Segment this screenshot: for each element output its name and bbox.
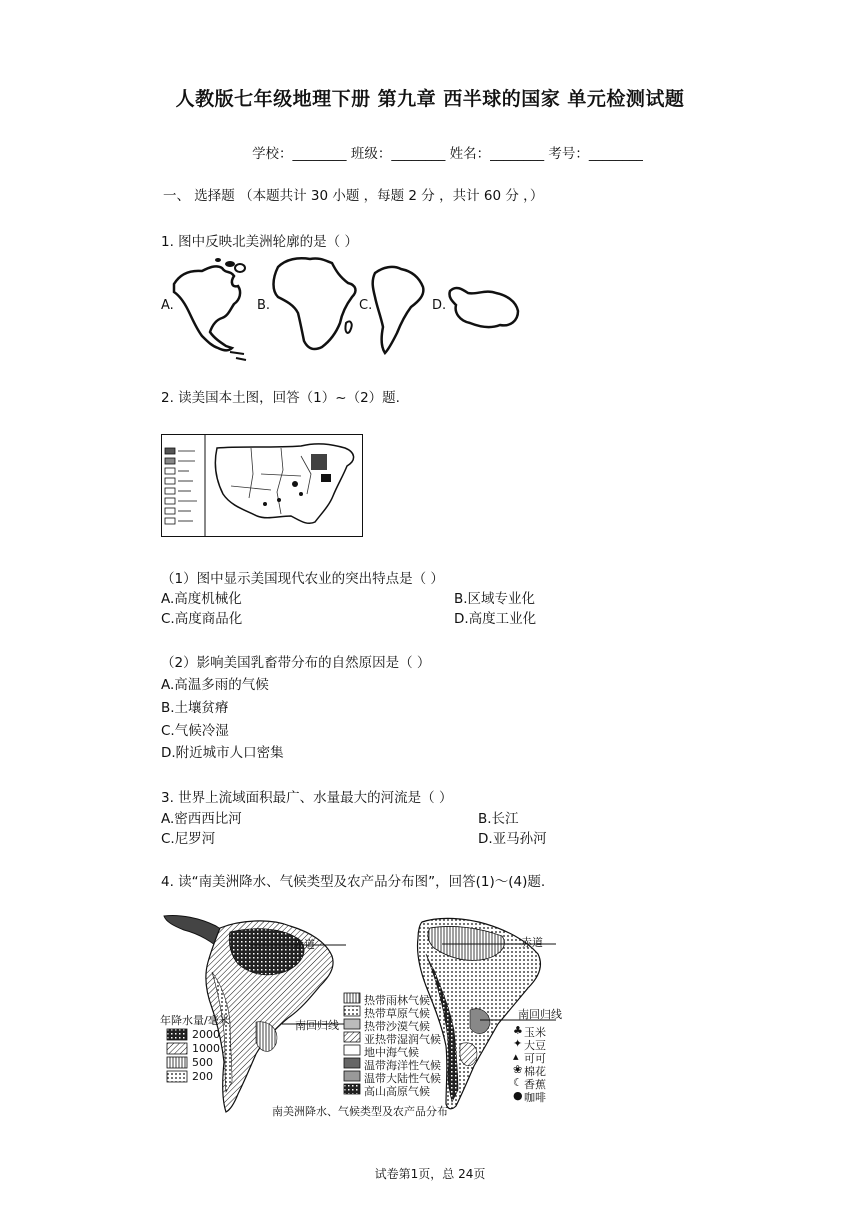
precipitation-500: 500 — [192, 1056, 213, 1069]
q3-option-d[interactable]: D.亚马孙河 — [478, 831, 547, 847]
product-banana-icon: ☾ — [513, 1076, 523, 1089]
climate-legend-swatches — [343, 992, 361, 1100]
precipitation-200: 200 — [192, 1070, 213, 1083]
climate-subtropical-humid: 亚热带湿润气候 — [364, 1033, 441, 1046]
q2-sub2-option-b[interactable]: B.土壤贫瘠 — [161, 700, 229, 716]
product-corn-icon: ♣ — [513, 1024, 523, 1037]
q3-stem: 3. 世界上流域面积最广、水量最大的河流是（ ） — [161, 790, 453, 806]
product-cotton-icon: ❀ — [513, 1063, 523, 1076]
climate-tropical-rainforest: 热带雨林气候 — [364, 994, 430, 1007]
climate-temperate-continental: 温带大陆性气候 — [364, 1072, 441, 1085]
climate-mediterranean: 地中海气候 — [364, 1046, 419, 1059]
antarctica-outline-map — [446, 283, 520, 331]
product-soybean-icon: ✦ — [513, 1037, 523, 1050]
equator-label-left: 赤道 — [293, 938, 315, 951]
q1-option-a-label: A. — [161, 298, 174, 313]
q3-option-a[interactable]: A.密西西比河 — [161, 811, 242, 827]
north-america-outline-map — [172, 256, 254, 366]
product-coffee: 咖啡 — [524, 1091, 546, 1104]
q2-sub1-option-a[interactable]: A.高度机械化 — [161, 591, 242, 607]
product-corn: 玉米 — [524, 1026, 546, 1039]
q2-sub2-stem: （2）影响美国乳畜带分布的自然原因是（ ） — [161, 655, 431, 671]
product-banana: 香蕉 — [524, 1078, 546, 1091]
tropic-label-right: 南回归线 — [518, 1008, 562, 1021]
q2-sub2-option-c[interactable]: C.气候冷湿 — [161, 723, 229, 739]
usa-agriculture-map — [161, 434, 363, 537]
q1-option-b-label: B. — [257, 298, 271, 313]
q3-option-c[interactable]: C.尼罗河 — [161, 831, 216, 847]
q3-option-b[interactable]: B.长江 — [478, 811, 519, 827]
precipitation-legend-title: 年降水量/毫米 — [160, 1014, 230, 1027]
south-america-outline-map — [371, 263, 427, 355]
africa-outline-map — [270, 253, 362, 353]
q2-sub1-stem: （1）图中显示美国现代农业的突出特点是（ ） — [161, 571, 444, 587]
q1-stem: 1. 图中反映北美洲轮廓的是（ ） — [161, 234, 358, 250]
page-footer: 试卷第1页，总 24页 — [374, 1167, 486, 1181]
q1-option-c-label: C. — [359, 298, 373, 313]
q2-sub2-option-d[interactable]: D.附近城市人口密集 — [161, 745, 284, 761]
product-cocoa: 可可 — [524, 1052, 546, 1065]
climate-highland: 高山高原气候 — [364, 1085, 430, 1098]
student-info-line: 学校：________ 班级：________ 姓名：________ 考号：________ — [252, 146, 643, 162]
product-cotton: 棉花 — [524, 1065, 546, 1078]
precipitation-1000: 1000 — [192, 1042, 220, 1055]
q2-sub1-option-d[interactable]: D.高度工业化 — [454, 611, 537, 627]
climate-tropical-savanna: 热带草原气候 — [364, 1007, 430, 1020]
equator-label-right: 赤道 — [521, 936, 543, 949]
q4-stem: 4. 读“南美洲降水、气候类型及农产品分布图”，回答(1)～(4)题. — [161, 874, 546, 890]
tropic-label-left: 南回归线 — [295, 1019, 339, 1032]
precipitation-legend-swatches — [166, 1028, 188, 1086]
precipitation-2000: 2000 — [192, 1028, 220, 1041]
product-coffee-icon: ● — [513, 1089, 523, 1102]
section-heading: 一、 选择题 （本题共计 30 小题 ，每题 2 分 ，共计 60 分 ，） — [163, 188, 544, 204]
q2-sub1-option-c[interactable]: C.高度商品化 — [161, 611, 243, 627]
page-title: 人教版七年级地理下册 第九章 西半球的国家 单元检测试题 — [175, 88, 685, 110]
climate-temperate-maritime: 温带海洋性气候 — [364, 1059, 441, 1072]
product-cocoa-icon: ▴ — [513, 1050, 519, 1063]
q2-sub2-option-a[interactable]: A.高温多雨的气候 — [161, 677, 269, 693]
climate-tropical-desert: 热带沙漠气候 — [364, 1020, 430, 1033]
map-caption: 南美洲降水、气候类型及农产品分布 — [272, 1105, 448, 1118]
product-soybean: 大豆 — [524, 1039, 546, 1052]
q2-stem: 2. 读美国本土图，回答（1）~（2）题. — [161, 390, 400, 406]
q2-sub1-option-b[interactable]: B.区域专业化 — [454, 591, 536, 607]
q1-option-d-label: D. — [432, 298, 447, 313]
